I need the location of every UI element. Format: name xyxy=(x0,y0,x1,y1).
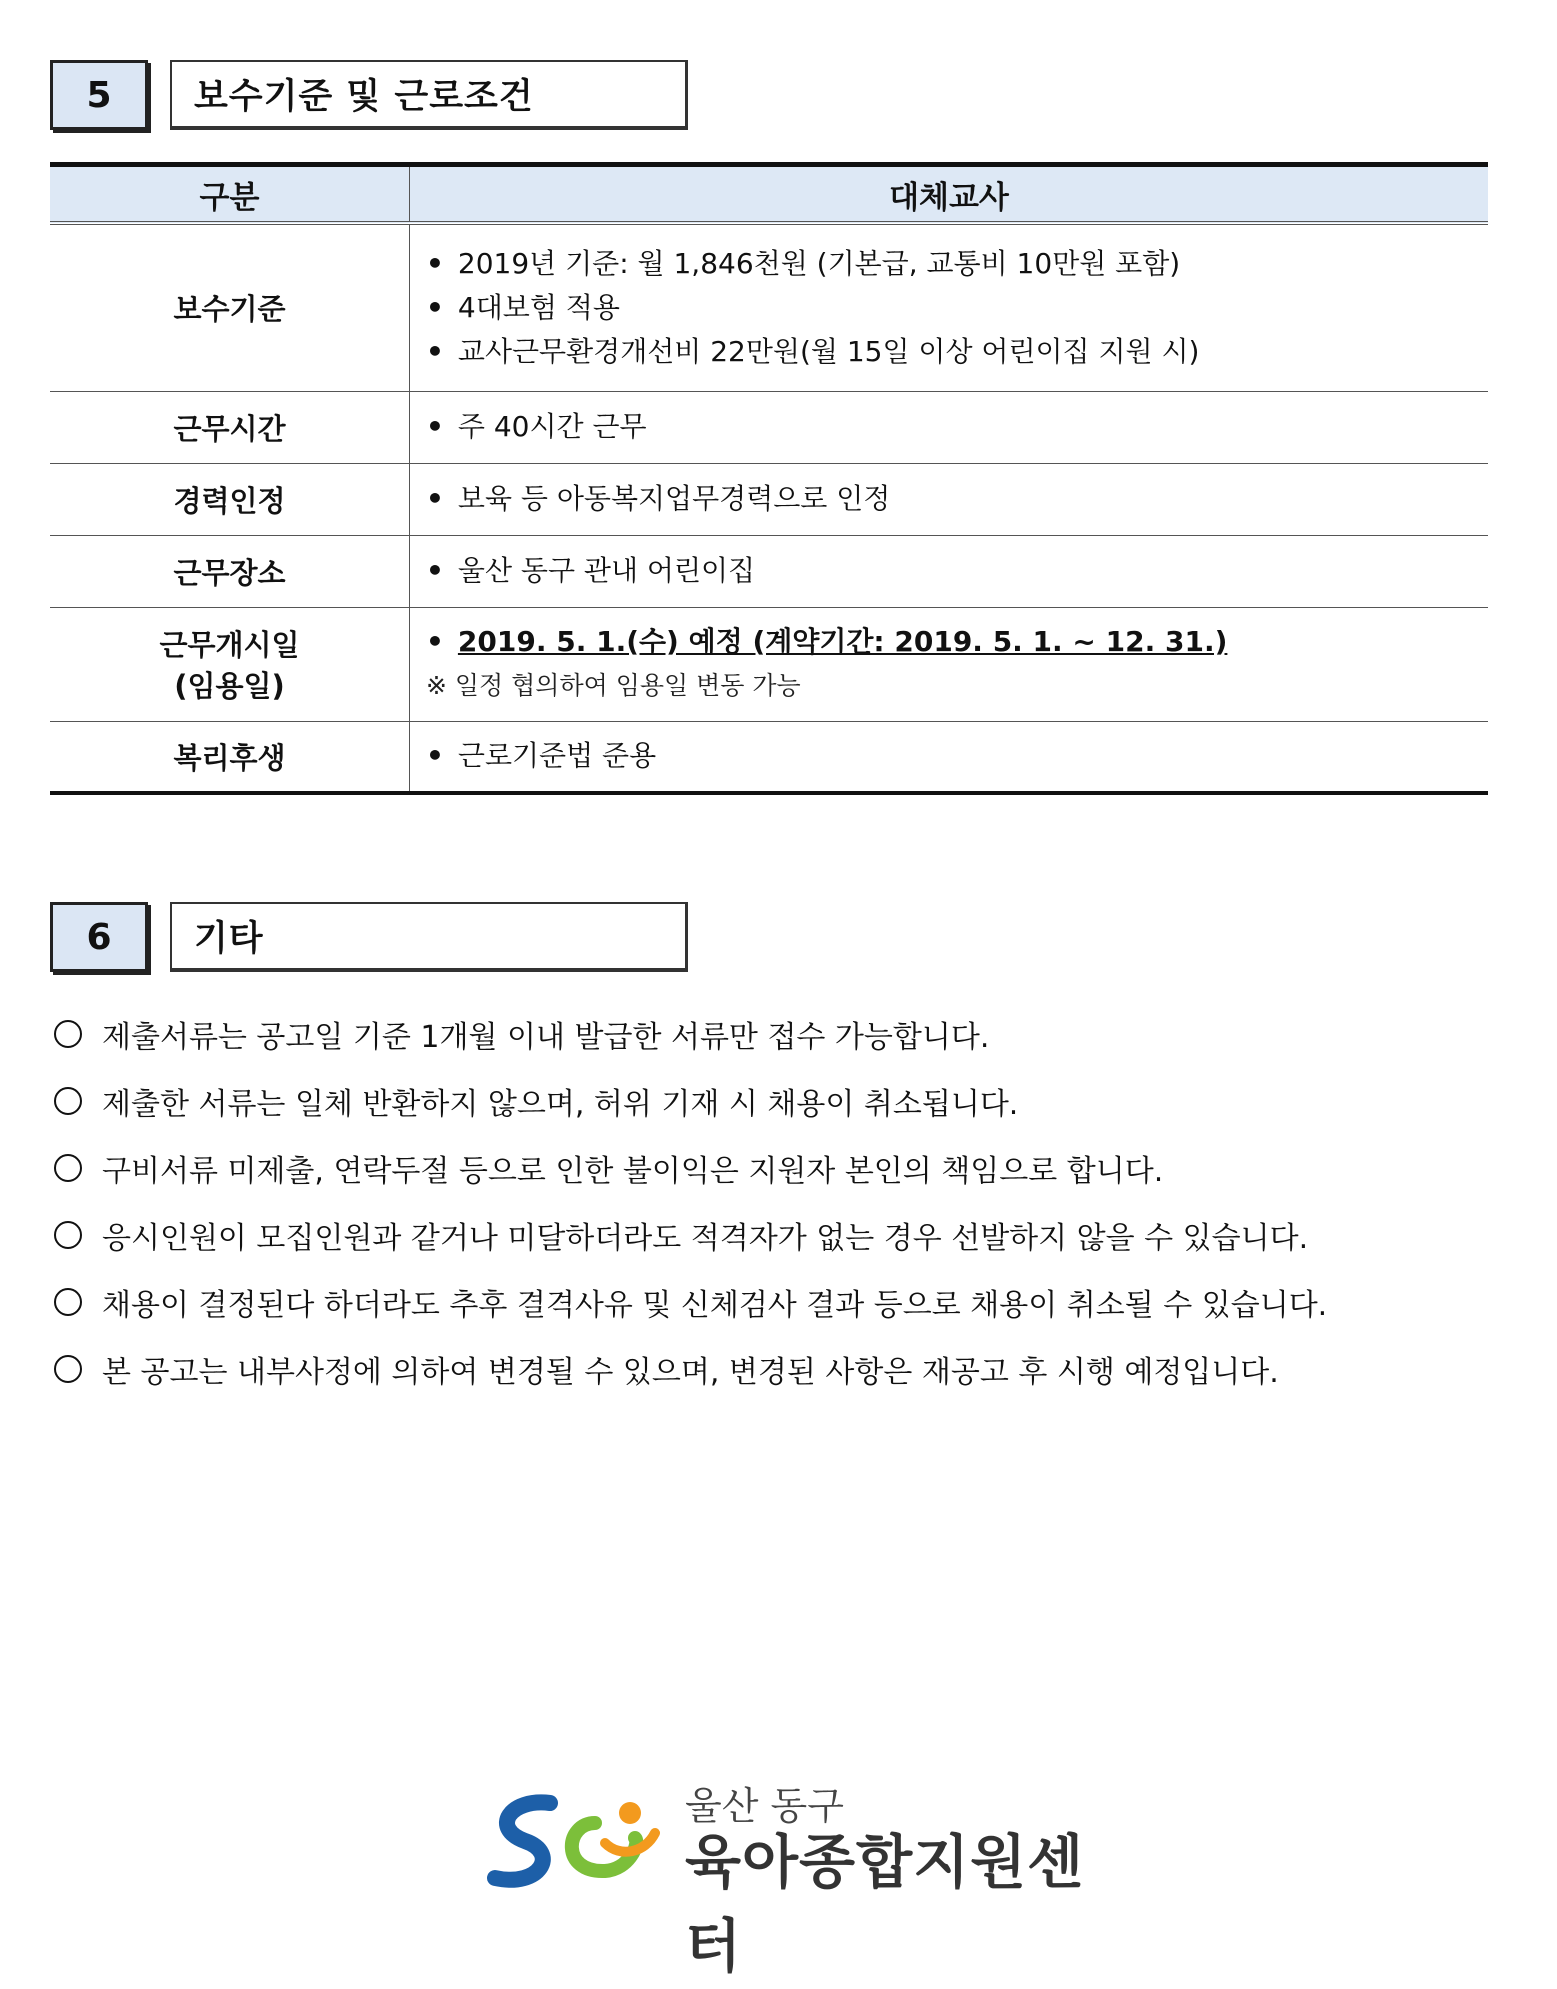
row-value xyxy=(410,463,1489,535)
bullet-item: • 4대보험 적용 xyxy=(426,286,1488,330)
row-label: 근무장소 xyxy=(50,535,410,607)
row-label: 경력인정 xyxy=(50,463,410,535)
row-label: 복리후생 xyxy=(50,721,410,793)
bullet-item: • 2019년 기준: 월 1,846천원 (기본급, 교통비 10만원 포함) xyxy=(426,242,1488,286)
row-label-line2: (임용일) xyxy=(174,669,285,703)
circle-bullet-icon xyxy=(54,1020,82,1048)
list-item-text: 구비서류 미제출, 연락두절 등으로 인한 불이익은 지원자 본인의 책임으로 합니다. xyxy=(102,1153,1164,1189)
circle-bullet-icon xyxy=(54,1355,82,1383)
circle-bullet-icon xyxy=(54,1087,82,1115)
bullet-item: • 울산 동구 관내 어린이집 xyxy=(426,549,1488,593)
table-row xyxy=(50,391,1488,463)
circle-bullet-icon xyxy=(54,1221,82,1249)
conditions-table xyxy=(50,162,1488,795)
logo-subtitle: 울산 동구 xyxy=(685,1784,844,1828)
list-item xyxy=(50,1000,1490,1067)
row-value xyxy=(410,721,1489,793)
list-item-text: 본 공고는 내부사정에 의하여 변경될 수 있으며, 변경된 사항은 재공고 후 시행 예정입니다. xyxy=(102,1354,1279,1390)
section-6-header xyxy=(50,902,690,978)
row-value xyxy=(410,391,1489,463)
circle-bullet-icon xyxy=(54,1288,82,1316)
bullet-item: • 보육 등 아동복지업무경력으로 인정 xyxy=(426,477,1488,521)
row-value xyxy=(410,607,1489,721)
list-item xyxy=(50,1134,1490,1201)
note-text: ※ 일정 협의하여 임용일 변동 가능 xyxy=(426,671,801,700)
section-5-title: 보수기준 및 근로조건 xyxy=(170,60,688,130)
table-row xyxy=(50,463,1488,535)
header-substitute-teacher: 대체교사 xyxy=(410,165,1489,224)
bullet-item: • 주 40시간 근무 xyxy=(426,405,1488,449)
list-item-text: 채용이 결정된다 하더라도 추후 결격사유 및 신체검사 결과 등으로 채용이 취소될 수 있습니다. xyxy=(102,1287,1328,1323)
table-row xyxy=(50,721,1488,793)
list-item xyxy=(50,1335,1490,1402)
section-6-number: 6 xyxy=(50,902,148,972)
table-row xyxy=(50,607,1488,721)
row-value xyxy=(410,535,1489,607)
bullet-item: • 근로기준법 준용 xyxy=(426,734,1488,778)
row-label xyxy=(50,607,410,721)
list-item xyxy=(50,1201,1490,1268)
logo-emblem-icon xyxy=(480,1783,680,1893)
center-logo xyxy=(480,1775,1120,1980)
notice-list xyxy=(50,1000,1490,1402)
section-6-title: 기타 xyxy=(170,902,688,972)
list-item-text: 제출서류는 공고일 기준 1개월 이내 발급한 서류만 접수 가능합니다. xyxy=(102,1019,990,1055)
table-row xyxy=(50,535,1488,607)
start-date-text: 2019. 5. 1.(수) 예정 (계약기간: 2019. 5. 1. ~ 12. 31.) xyxy=(457,625,1228,658)
bullet-item: • 교사근무환경개선비 22만원(월 15일 이상 어린이집 지원 시) xyxy=(426,330,1488,374)
list-item xyxy=(50,1067,1490,1134)
section-5-number: 5 xyxy=(50,60,148,130)
row-label-line1: 근무개시일 xyxy=(159,628,300,662)
list-item xyxy=(50,1268,1490,1335)
row-value xyxy=(410,223,1489,391)
bullet-item xyxy=(426,620,1488,664)
table-header-row xyxy=(50,165,1488,224)
row-label: 보수기준 xyxy=(50,223,410,391)
logo-name: 육아종합지원센터 xyxy=(685,1828,1085,1980)
list-item-text: 응시인원이 모집인원과 같거나 미달하더라도 적격자가 없는 경우 선발하지 않을 수 있습니다. xyxy=(102,1220,1309,1256)
table-row xyxy=(50,223,1488,391)
row-label: 근무시간 xyxy=(50,391,410,463)
header-category: 구분 xyxy=(50,165,410,224)
section-5-header xyxy=(50,60,690,136)
list-item-text: 제출한 서류는 일체 반환하지 않으며, 허위 기재 시 채용이 취소됩니다. xyxy=(102,1086,1019,1122)
circle-bullet-icon xyxy=(54,1154,82,1182)
